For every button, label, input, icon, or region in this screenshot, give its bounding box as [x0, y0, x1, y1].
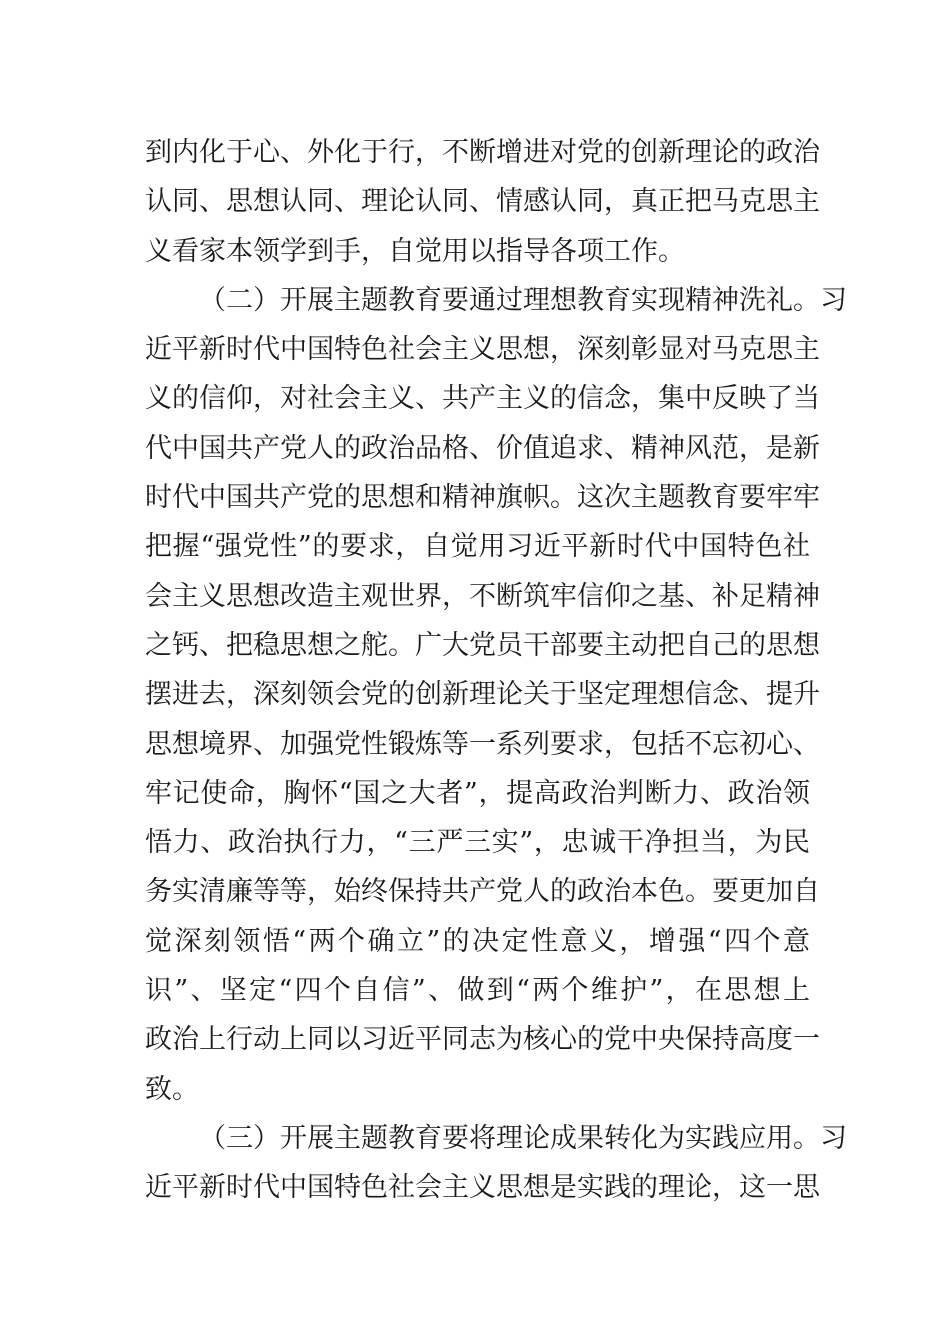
- text-line: 致。: [145, 1073, 199, 1105]
- text-line: 认同、思想认同、理论认同、情感认同，真正把马克思主: [145, 186, 820, 218]
- text-line: 牢记使命，胸怀“国之大者”，提高政治判断力、政治领: [145, 777, 810, 809]
- text-line: 到内化于心、外化于行，不断增进对党的创新理论的政治: [145, 137, 820, 168]
- text-line: 摆进去，深刻领会党的创新理论关于坚定理想信念、提升: [145, 679, 820, 711]
- paragraph-start-line: （三）开展主题教育要将理论成果转化为实践应用。习: [199, 1122, 847, 1154]
- text-line: 时代中国共产党的思想和精神旗帜。这次主题教育要牢牢: [145, 482, 820, 514]
- text-line: 觉深刻领悟“两个确立”的决定性意义，增强“四个意: [145, 925, 810, 957]
- body-text: [145, 128, 847, 1213]
- text-line: 悟力、政治执行力，“三严三实”，忠诚干净担当，为民: [145, 827, 810, 859]
- text-line: 务实清廉等等，始终保持共产党人的政治本色。要更加自: [145, 876, 820, 908]
- paragraph-start-line: （二）开展主题教育要通过理想教育实现精神洗礼。习: [199, 284, 847, 316]
- text-line: 政治上行动上同以习近平同志为核心的党中央保持高度一: [145, 1024, 820, 1056]
- text-line: 代中国共产党人的政治品格、价值追求、精神风范，是新: [145, 432, 820, 464]
- text-line: 义看家本领学到手，自觉用以指导各项工作。: [145, 235, 685, 267]
- text-line: 把握“强党性”的要求，自觉用习近平新时代中国特色社: [145, 531, 810, 563]
- text-line: 近平新时代中国特色社会主义思想是实践的理论，这一思: [145, 1172, 820, 1204]
- text-line: 义的信仰，对社会主义、共产主义的信念，集中反映了当: [145, 383, 820, 415]
- text-line: 识”、坚定“四个自信”、做到“两个维护”，在思想上: [145, 975, 810, 1007]
- text-line: 之钙、把稳思想之舵。广大党员干部要主动把自己的思想: [145, 629, 820, 661]
- text-line: 思想境界、加强党性锻炼等一系列要求，包括不忘初心、: [145, 728, 820, 760]
- text-line: 会主义思想改造主观世界，不断筑牢信仰之基、补足精神: [145, 580, 820, 612]
- text-line: 近平新时代中国特色社会主义思想，深刻彰显对马克思主: [145, 334, 820, 366]
